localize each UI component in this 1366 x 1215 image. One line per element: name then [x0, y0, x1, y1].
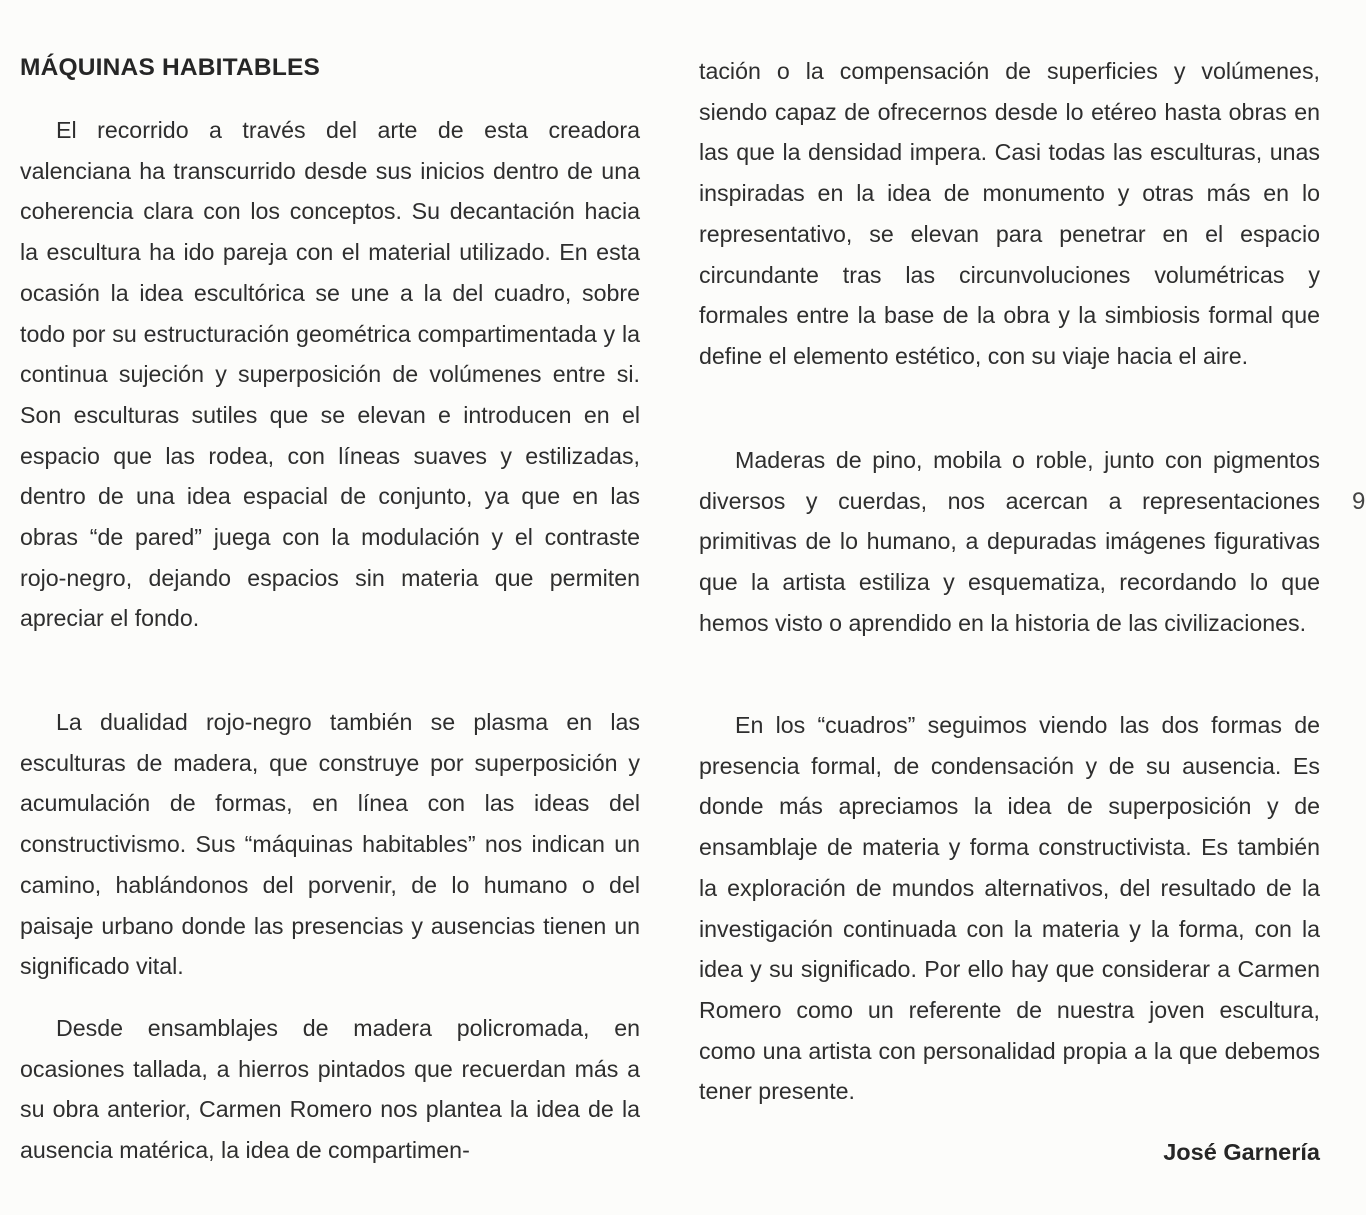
right-paragraph-3: En los “cuadros” seguimos viendo las dos formas de presencia formal, de condensación y de su ausencia. Es donde más apreciamos la idea de superposición y de ensamblaje de materia y forma constructivista. Es también la exploración de mundos alternativos, del resultado de la investigación continuada con la materia y la forma, con la idea y su significado. Por ello hay que considerar a Carmen Romero como un referente de nuestra joven escultura, como una artista con personalidad propia a la que debemos tener presente. [699, 712, 1320, 1105]
right-paragraph-2: Maderas de pino, mobila o roble, junto con pigmentos diversos y cuerdas, nos acercan a representaciones primitivas de lo humano, a depuradas imágenes figurativas que la artista estiliza y esquematiza, recordando lo que hemos visto o aprendido en la historia de las civilizaciones. [699, 447, 1320, 636]
page-edge-mark: 9 [1352, 488, 1366, 515]
left-paragraph-1: El recorrido a través del arte de esta creadora valenciana ha transcurrido desde sus inicios dentro de una coherencia clara con los conceptos. Su decantación hacia la escultura ha ido pareja con el material utilizado. En esta ocasión la idea escultórica se une a la del cuadro, sobre todo por su estructuración geométrica compartimentada y la continua sujeción y superposición de volúmenes entre si. Son esculturas sutiles que se elevan e introducen en el espacio que las rodea, con líneas suaves y estilizadas, dentro de una idea espacial de conjunto, ya que en las obras “de pared” juega con la modulación y el contraste rojo-negro, dejando espacios sin materia que permiten apreciar el fondo. [20, 117, 640, 632]
article-title: MÁQUINAS HABITABLES [20, 54, 321, 81]
left-paragraph-3: Desde ensamblajes de madera policromada, en ocasiones tallada, a hierros pintados que recuerdan más a su obra anterior, Carmen Romero nos plantea la idea de la ausencia matérica, la idea de compartimen- [20, 1015, 640, 1164]
left-paragraph-2: La dualidad rojo-negro también se plasma en las esculturas de madera, que construye por superposición y acumulación de formas, en línea con las ideas del constructivismo. Sus “máquinas habitables” nos indican un camino, hablándonos del porvenir, de lo humano o del paisaje urbano donde las presencias y ausencias tienen un significado vital. [20, 709, 640, 980]
right-paragraph-1: tación o la compensación de superficies y volúmenes, siendo capaz de ofrecernos desde lo etéreo hasta obras en las que la densidad impera. Casi todas las esculturas, unas inspiradas en la idea de monumento y otras más en lo representativo, se elevan para penetrar en el espacio circundante tras las circunvoluciones volumétricas y formales entre la base de la obra y la simbiosis formal que define el elemento estético, con su viaje hacia el aire. [699, 58, 1320, 369]
author-signature: José Garnería [1163, 1139, 1320, 1165]
